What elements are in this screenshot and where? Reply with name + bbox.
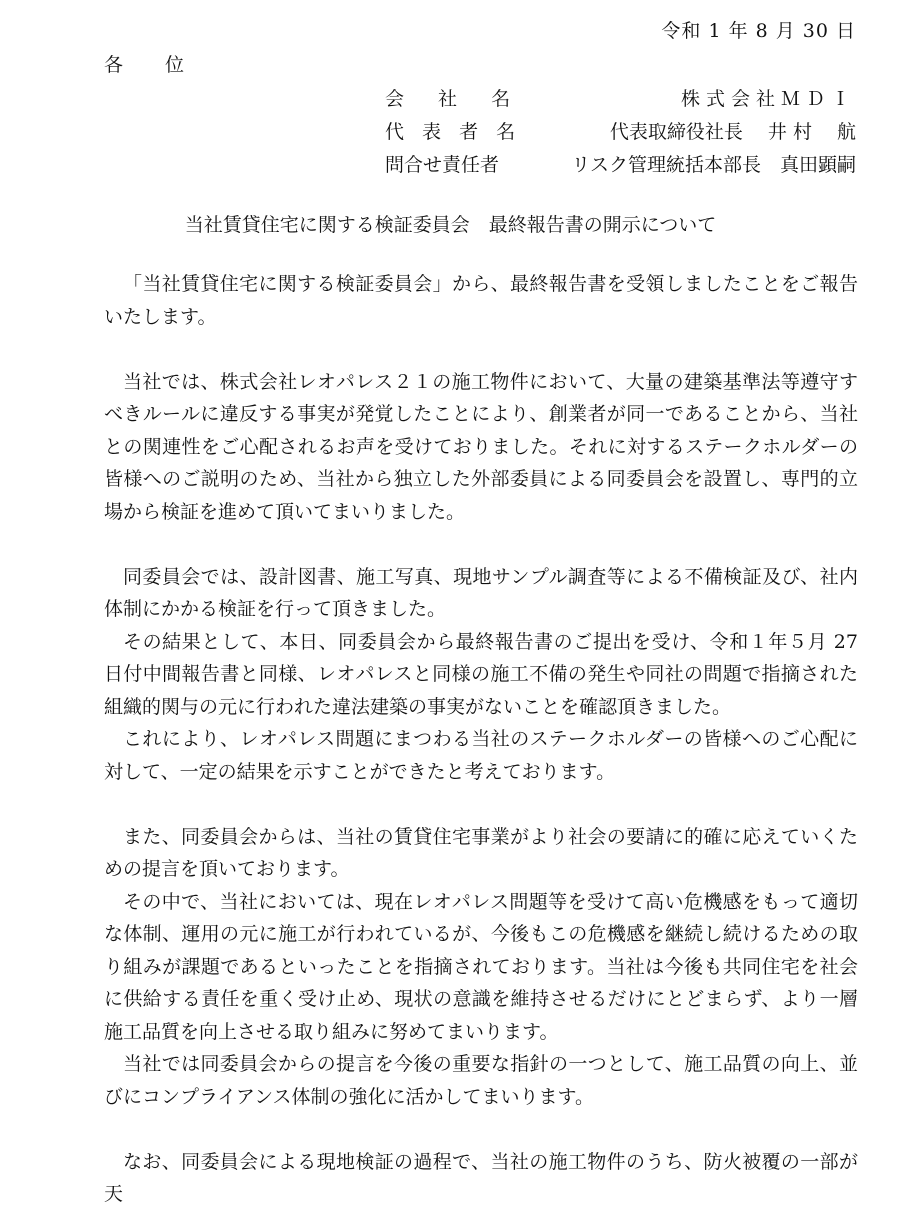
body-paragraph: なお、同委員会による現地検証の過程で、当社の施工物件のうち、防火被覆の一部が天: [104, 1150, 858, 1205]
company-row-contact: [0, 150, 901, 183]
body-paragraph: その中で、当社においては、現在レオパレス問題等を受けて高い危機感をもって適切な体制、運用の元に施工が行われているが、今後もこの危機感を継続し続けるための取り組みが課題であるといったことを指摘されております。当社は今後も共同住宅を社会に供給する責任を重く受け止め、現状の意識を維持させるだけにとどまらず、より一層施工品質を向上させる取り組みに努めてまいります。: [104, 890, 858, 1043]
representative-label: 代 表 者 名: [385, 121, 522, 143]
company-name-label: 会 社 名: [385, 88, 525, 110]
company-row-representative: [0, 117, 901, 150]
body-paragraph: 「当社賃貸住宅に関する検証委員会」から、最終報告書を受領しましたことをご報告いたします。: [104, 273, 858, 328]
document-body: [104, 268, 858, 1211]
document-date: 令和 1 年 8 月 30 日: [661, 20, 856, 42]
body-paragraph: その結果として、本日、同委員会から最終報告書のご提出を受け、令和１年５月 27 日付中間報告書と同様、レオパレスと同様の施工不備の発生や同社の問題で指摘された組織的関与の元に行われた違法建築の事実がないことを確認頂きました。: [104, 630, 858, 718]
representative-value: 代表取締役社長 井 村 航: [609, 121, 856, 143]
contact-value: リスク管理統括本部長 真田顕嗣: [571, 154, 856, 176]
contact-label: 問合せ責任者: [385, 154, 500, 176]
document-title: 当社賃貸住宅に関する検証委員会 最終報告書の開示について: [184, 214, 717, 236]
body-paragraph: 同委員会では、設計図書、施工写真、現地サンプル調査等による不備検証及び、社内体制にかかる検証を行って頂きました。: [104, 565, 858, 620]
addressee: 各 位: [104, 54, 203, 76]
company-info: [0, 84, 901, 183]
body-paragraph: 当社では同委員会からの提言を今後の重要な指針の一つとして、施工品質の向上、並びにコンプライアンス体制の強化に活かしてまいります。: [104, 1053, 858, 1108]
company-name-value: 株式会社ＭＤＩ: [680, 88, 856, 110]
body-paragraph: これにより、レオパレス問題にまつわる当社のステークホルダーの皆様へのご心配に対して、一定の結果を示すことができたと考えております。: [104, 728, 858, 783]
company-row-name: [0, 84, 901, 117]
body-paragraph: 当社では、株式会社レオパレス２１の施工物件において、大量の建築基準法等遵守すべきルールに違反する事実が発覚したことにより、創業者が同一であることから、当社との関連性をご心配されるお声を受けておりました。それに対するステークホルダーの皆様へのご説明のため、当社から独立した外部委員による同委員会を設置し、専門的立場から検証を進めて頂いてまいりました。: [104, 370, 858, 523]
body-paragraph: また、同委員会からは、当社の賃貸住宅事業がより社会の要請に的確に応えていくための提言を頂いております。: [104, 825, 858, 880]
